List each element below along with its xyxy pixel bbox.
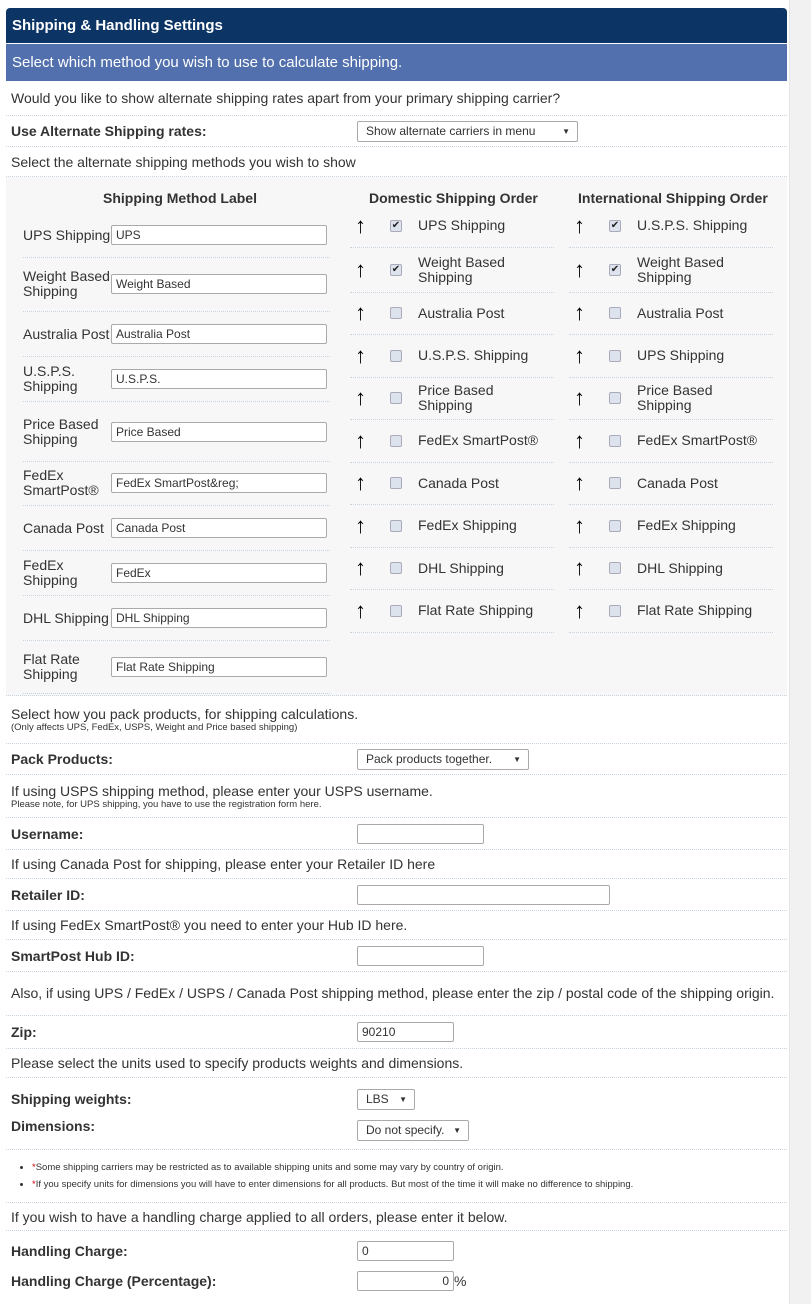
- percent-unit: %: [454, 1273, 467, 1289]
- shipping-methods-grid: [6, 177, 787, 696]
- method-name: Australia Post: [23, 325, 110, 342]
- move-up-arrow-icon[interactable]: ↑: [355, 427, 366, 453]
- international-checkbox[interactable]: [609, 435, 621, 447]
- units-notes: [6, 1150, 633, 1202]
- move-up-arrow-icon[interactable]: ↑: [355, 300, 366, 326]
- domestic-checkbox[interactable]: [390, 477, 402, 489]
- scrollbar[interactable]: [789, 0, 811, 1304]
- move-up-arrow-icon[interactable]: ↑: [355, 212, 366, 238]
- international-order-row[interactable]: [569, 505, 773, 548]
- international-method-name: FedEx Shipping: [637, 517, 736, 534]
- method-label-row: [23, 551, 330, 596]
- method-label-row: [23, 213, 330, 258]
- method-label-input[interactable]: Weight Based: [111, 274, 327, 294]
- international-method-name: Flat Rate Shipping: [637, 602, 753, 619]
- pack-text: Select how you pack products, for shipping calculations.: [11, 706, 359, 722]
- domestic-checkbox[interactable]: ✔: [391, 263, 401, 275]
- handling-percentage-input[interactable]: 0: [357, 1271, 454, 1291]
- retailer-label: Retailer ID:: [11, 886, 85, 903]
- alternate-label: Use Alternate Shipping rates:: [11, 123, 207, 139]
- method-label-input[interactable]: Price Based: [111, 422, 327, 442]
- domestic-method-name: Australia Post: [418, 304, 505, 321]
- domestic-order-row[interactable]: [350, 505, 554, 548]
- international-method-name: Australia Post: [637, 304, 724, 321]
- method-name: DHL Shipping: [23, 609, 109, 626]
- method-label-row: [23, 256, 330, 312]
- domestic-order-row[interactable]: [350, 378, 554, 421]
- label-column-header: Shipping Method Label: [103, 190, 257, 206]
- usps-note[interactable]: Please note, for UPS shipping, you have to use the registration form here.: [11, 798, 322, 810]
- international-order-row[interactable]: [569, 548, 773, 591]
- domestic-order-row[interactable]: [350, 463, 554, 506]
- international-checkbox[interactable]: [609, 392, 621, 404]
- move-up-arrow-icon[interactable]: ↑: [574, 555, 585, 581]
- method-name: FedEx SmartPost®: [23, 467, 99, 498]
- alternate-rates-select[interactable]: Show alternate carriers in menu ▼: [357, 121, 578, 142]
- method-label-input[interactable]: Australia Post: [111, 324, 327, 344]
- move-up-arrow-icon[interactable]: ↑: [355, 470, 366, 496]
- international-order-row[interactable]: [569, 420, 773, 463]
- method-label-row: [23, 596, 330, 641]
- move-up-arrow-icon[interactable]: ↑: [355, 342, 366, 368]
- zip-label: Zip:: [11, 1024, 37, 1040]
- domestic-method-name: Flat Rate Shipping: [418, 602, 534, 619]
- move-up-arrow-icon[interactable]: ↑: [355, 597, 366, 623]
- units-note: • *Some shipping carriers may be restricted as to available shipping units and some may vary by country of origin.: [32, 1162, 633, 1173]
- method-label-row: [23, 506, 330, 551]
- method-label-input[interactable]: FedEx: [111, 563, 327, 583]
- weights-label: Shipping weights:: [11, 1091, 132, 1107]
- move-up-arrow-icon[interactable]: ↑: [355, 256, 366, 282]
- move-up-arrow-icon[interactable]: ↑: [574, 300, 585, 326]
- pack-products-select[interactable]: Pack products together. ▼: [357, 749, 529, 770]
- dimensions-select[interactable]: Do not specify. ▼: [357, 1120, 469, 1141]
- international-checkbox[interactable]: [609, 520, 621, 532]
- handling-charge-label: Handling Charge:: [11, 1242, 128, 1259]
- international-column-header: International Shipping Order: [578, 190, 768, 206]
- move-up-arrow-icon[interactable]: ↑: [574, 597, 585, 623]
- move-up-arrow-icon[interactable]: ↑: [355, 555, 366, 581]
- domestic-order-row[interactable]: [350, 420, 554, 463]
- international-method-name: Weight Based Shipping: [637, 253, 724, 285]
- move-up-arrow-icon[interactable]: ↑: [355, 512, 366, 538]
- move-up-arrow-icon[interactable]: ↑: [574, 385, 585, 411]
- domestic-order-row[interactable]: [350, 205, 554, 248]
- method-label-input[interactable]: FedEx SmartPost&reg;: [111, 473, 327, 493]
- international-checkbox[interactable]: ✔: [610, 263, 620, 275]
- domestic-method-name: U.S.P.S. Shipping: [418, 347, 529, 364]
- method-label-input[interactable]: U.S.P.S.: [111, 369, 327, 389]
- international-checkbox[interactable]: [609, 562, 621, 574]
- method-label-input[interactable]: Canada Post: [111, 518, 327, 538]
- zip-text: Also, if using UPS / FedEx / USPS / Canada Post shipping method, please enter the zip / postal code of the shipping origin.: [11, 985, 775, 1001]
- international-method-name: DHL Shipping: [637, 559, 723, 576]
- domestic-method-name: UPS Shipping: [418, 217, 506, 234]
- move-up-arrow-icon[interactable]: ↑: [574, 470, 585, 496]
- domestic-method-name: Canada Post: [418, 474, 499, 491]
- move-up-arrow-icon[interactable]: ↑: [574, 427, 585, 453]
- international-order-row[interactable]: [569, 293, 773, 336]
- method-name: FedEx Shipping: [23, 557, 78, 588]
- domestic-column-header: Domestic Shipping Order: [369, 190, 538, 206]
- international-checkbox[interactable]: ✔: [610, 219, 620, 231]
- move-up-arrow-icon[interactable]: ↑: [574, 256, 585, 282]
- method-label-row: [23, 312, 330, 357]
- method-name: UPS Shipping: [23, 226, 111, 243]
- smartpost-text: If using FedEx SmartPost® you need to enter your Hub ID here.: [11, 917, 408, 933]
- method-label-row: [23, 402, 330, 462]
- units-note: • *If you specify units for dimensions you will have to enter dimensions for all products. But most of the time it will make no difference to shipping.: [32, 1179, 633, 1190]
- international-checkbox[interactable]: [609, 307, 621, 319]
- handling-percentage-label: Handling Charge (Percentage):: [11, 1273, 217, 1289]
- settings-panel: [6, 8, 787, 1298]
- domestic-order-row[interactable]: [350, 293, 554, 336]
- pack-label: Pack Products:: [11, 751, 113, 767]
- page-title: Shipping & Handling Settings: [6, 8, 787, 44]
- international-method-name: UPS Shipping: [637, 347, 725, 364]
- domestic-method-name: Price Based Shipping: [418, 382, 494, 414]
- international-order-row[interactable]: [569, 378, 773, 421]
- international-order-list: [569, 205, 773, 633]
- pack-note: (Only affects UPS, FedEx, USPS, Weight and Price based shipping): [11, 722, 298, 733]
- method-name: Weight Based Shipping: [23, 267, 110, 299]
- method-label-input[interactable]: UPS: [111, 225, 327, 245]
- domestic-order-row[interactable]: [350, 335, 554, 378]
- move-up-arrow-icon[interactable]: ↑: [574, 342, 585, 368]
- domestic-order-row[interactable]: [350, 548, 554, 591]
- usps-text: If using USPS shipping method, please enter your USPS username.: [11, 782, 433, 799]
- international-order-row[interactable]: [569, 463, 773, 506]
- username-label: Username:: [11, 825, 84, 842]
- retailer-id-input[interactable]: [357, 885, 610, 905]
- domestic-method-name: FedEx SmartPost®: [418, 432, 539, 449]
- method-label-row: [23, 461, 330, 506]
- domestic-checkbox[interactable]: [390, 605, 402, 617]
- handling-text: If you wish to have a handling charge applied to all orders, please enter it below.: [11, 1208, 508, 1225]
- domestic-checkbox[interactable]: [390, 392, 402, 404]
- method-name: U.S.P.S. Shipping: [23, 363, 78, 394]
- international-method-name: Price Based Shipping: [637, 382, 713, 414]
- method-label-row: [23, 357, 330, 402]
- domestic-checkbox[interactable]: ✔: [391, 219, 401, 231]
- domestic-method-name: Weight Based Shipping: [418, 253, 505, 285]
- move-up-arrow-icon[interactable]: ↑: [574, 212, 585, 238]
- method-label-row: [23, 641, 330, 694]
- dimensions-label: Dimensions:: [11, 1117, 96, 1134]
- international-checkbox[interactable]: [609, 477, 621, 489]
- smartpost-label: SmartPost Hub ID:: [11, 947, 135, 964]
- international-order-row[interactable]: [569, 205, 773, 248]
- domestic-checkbox[interactable]: [390, 307, 402, 319]
- section-subtitle: Select which method you wish to use to calculate shipping.: [6, 44, 787, 81]
- domestic-checkbox[interactable]: [390, 435, 402, 447]
- method-name: Price Based Shipping: [23, 415, 99, 447]
- zip-input[interactable]: 90210: [357, 1022, 454, 1042]
- units-text: Please select the units used to specify products weights and dimensions.: [11, 1055, 464, 1071]
- international-method-name: U.S.P.S. Shipping: [637, 217, 748, 234]
- move-up-arrow-icon[interactable]: ↑: [355, 385, 366, 411]
- international-order-row[interactable]: [569, 335, 773, 378]
- canada-text: If using Canada Post for shipping, please enter your Retailer ID here: [11, 856, 436, 872]
- handling-charge-input[interactable]: 0: [357, 1241, 454, 1261]
- method-name: Canada Post: [23, 519, 104, 536]
- domestic-order-row[interactable]: [350, 248, 554, 293]
- alternate-question: Would you like to show alternate shipping rates apart from your primary shipping carrier?: [11, 90, 561, 106]
- domestic-method-name: DHL Shipping: [418, 559, 504, 576]
- domestic-order-list: [350, 205, 554, 633]
- domestic-order-row[interactable]: [350, 590, 554, 633]
- username-input[interactable]: [357, 824, 484, 844]
- international-order-row[interactable]: [569, 248, 773, 293]
- smartpost-hub-input[interactable]: [357, 946, 484, 966]
- method-name: Flat Rate Shipping: [23, 651, 80, 682]
- weights-select[interactable]: LBS ▼: [357, 1089, 415, 1110]
- international-method-name: FedEx SmartPost®: [637, 432, 758, 449]
- method-label-input[interactable]: Flat Rate Shipping: [111, 657, 327, 677]
- international-checkbox[interactable]: [609, 605, 621, 617]
- international-checkbox[interactable]: [609, 350, 621, 362]
- international-order-row[interactable]: [569, 590, 773, 633]
- domestic-checkbox[interactable]: [390, 562, 402, 574]
- domestic-checkbox[interactable]: [390, 350, 402, 362]
- method-label-input[interactable]: DHL Shipping: [111, 608, 327, 628]
- domestic-checkbox[interactable]: [390, 520, 402, 532]
- domestic-method-name: FedEx Shipping: [418, 517, 517, 534]
- move-up-arrow-icon[interactable]: ↑: [574, 512, 585, 538]
- international-method-name: Canada Post: [637, 474, 718, 491]
- alternate-methods-text: Select the alternate shipping methods you wish to show: [11, 153, 356, 170]
